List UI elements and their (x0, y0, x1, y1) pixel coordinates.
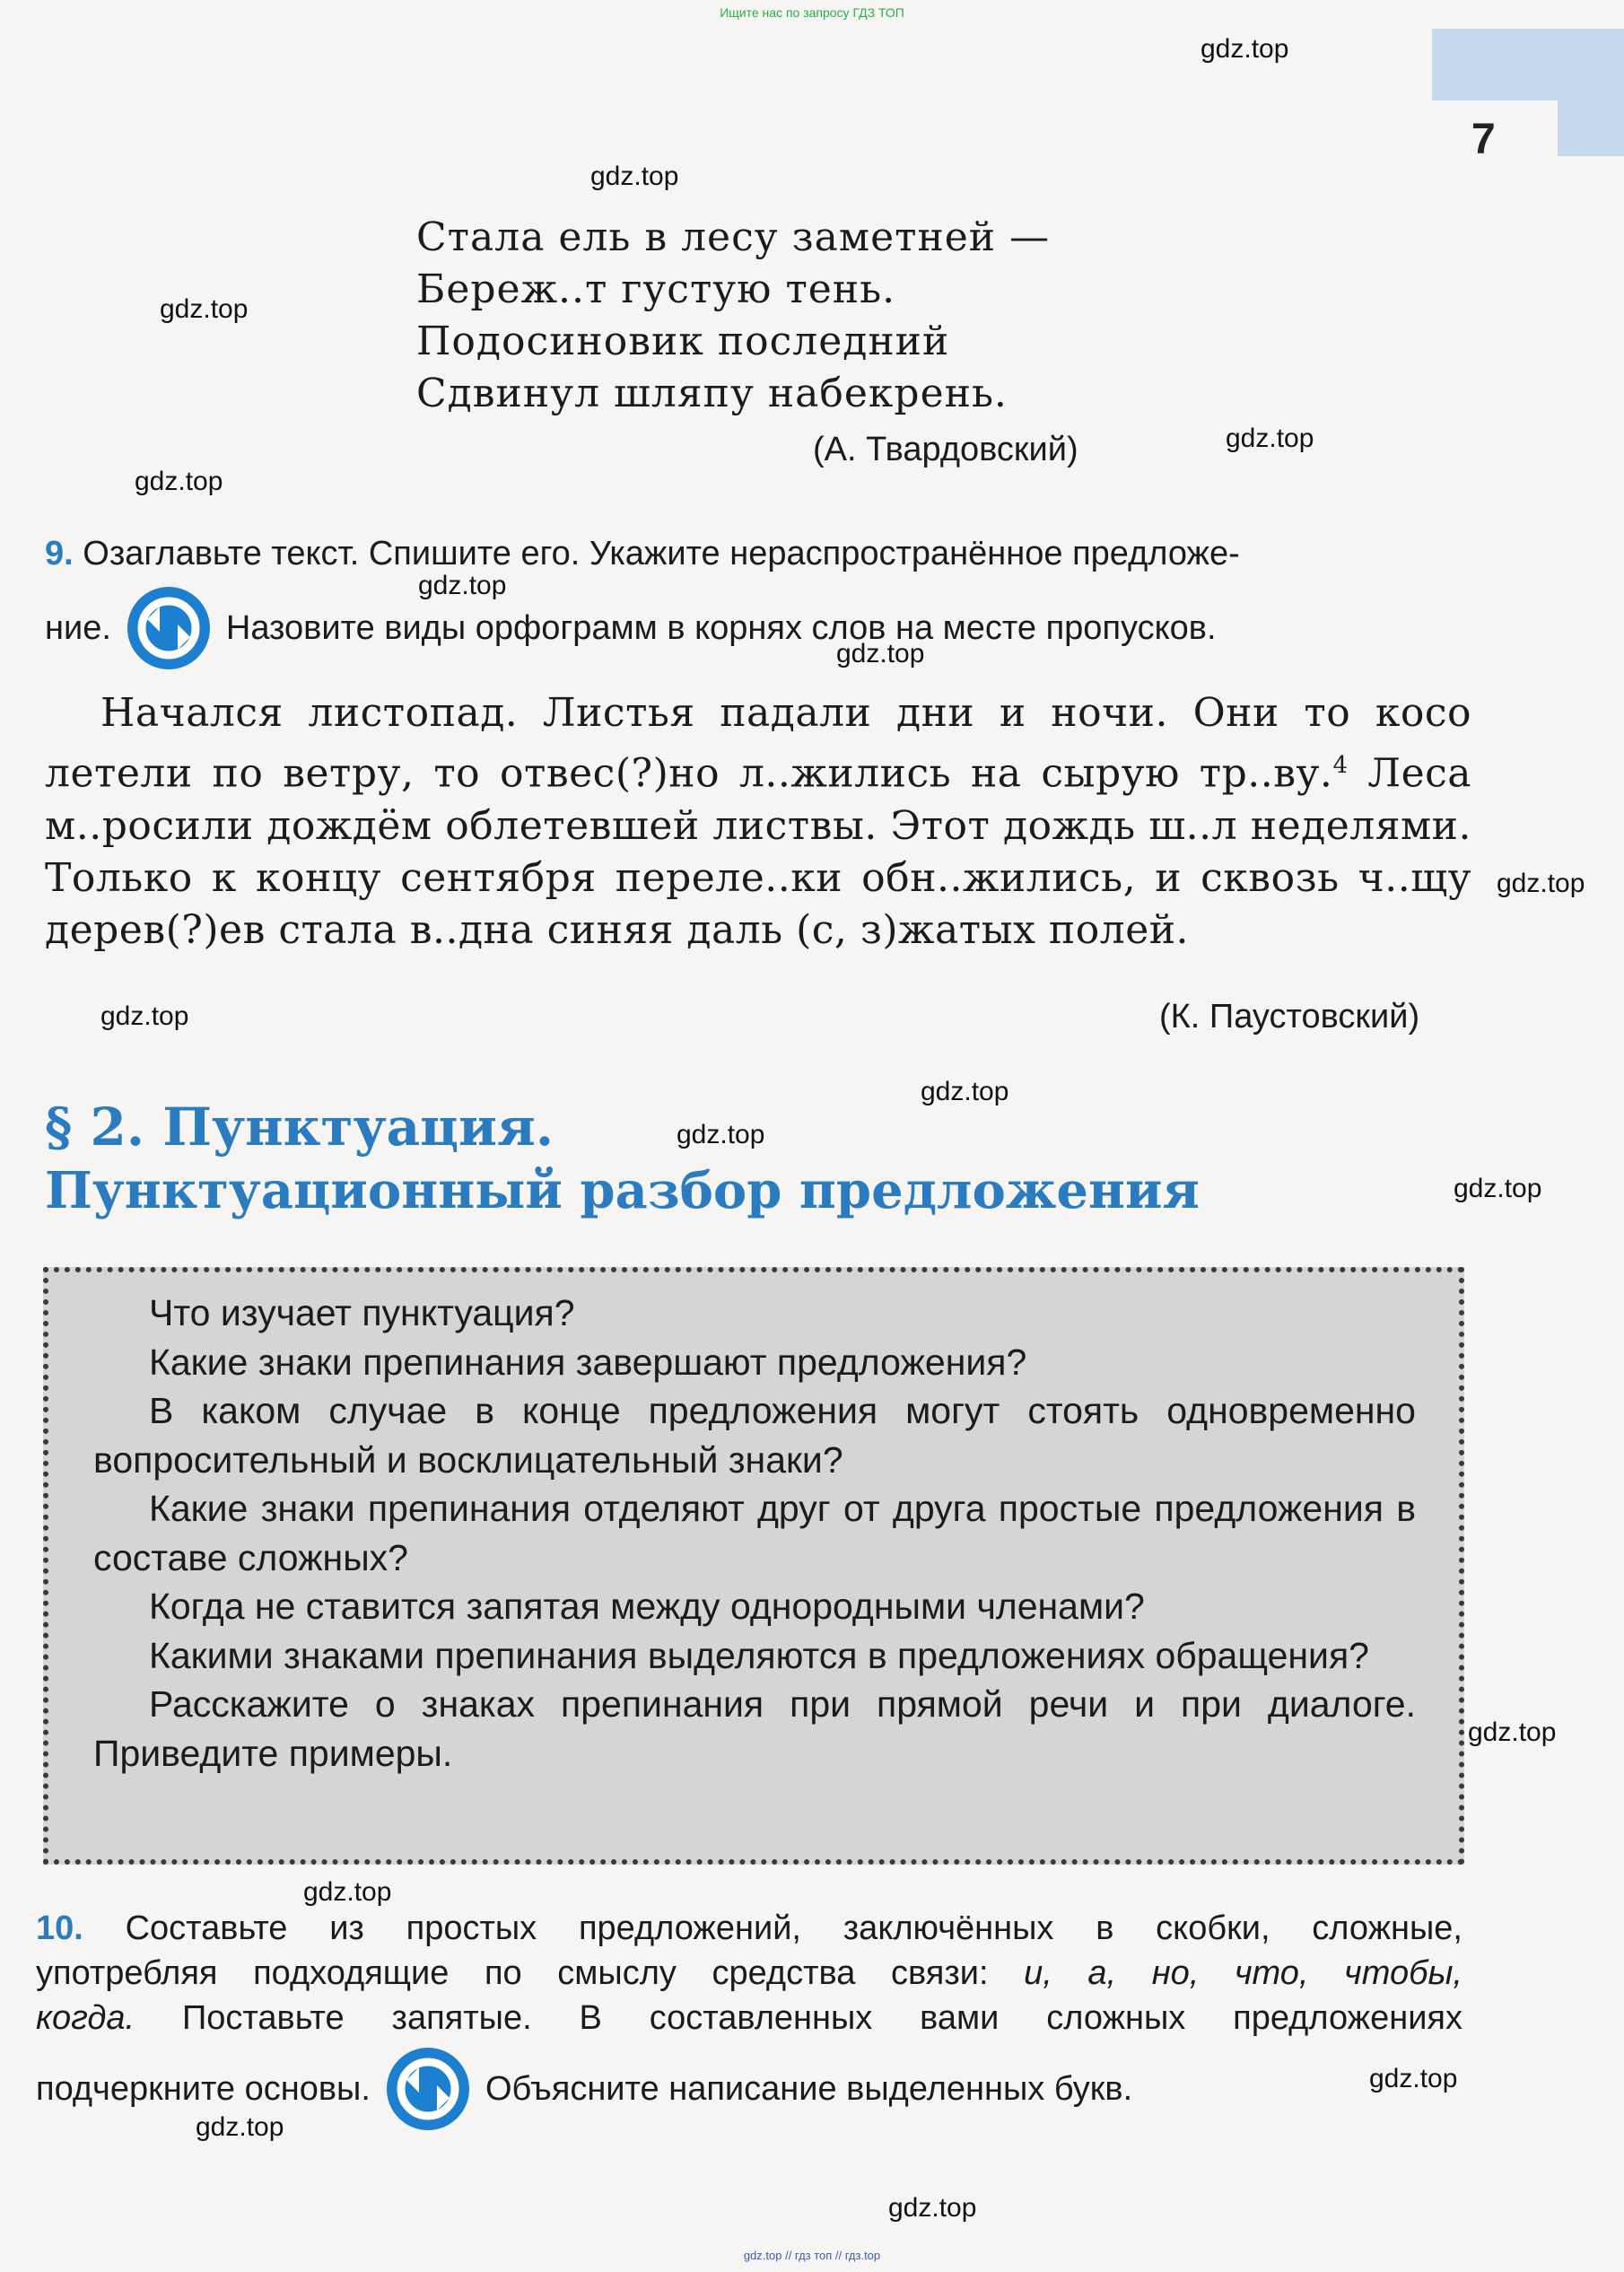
task-9 (45, 520, 1471, 669)
task-text: ние. (45, 609, 111, 647)
page-corner-tab-lower (1558, 100, 1624, 156)
task-text: Поставьте запятые. В составленных вами сложных предложениях (181, 1999, 1462, 2037)
task-text: Объясните написание выделенных букв. (485, 2069, 1133, 2108)
watermark: gdz.top (888, 2193, 977, 2223)
watermark: gdz.top (1226, 424, 1314, 453)
watermark: gdz.top (135, 467, 223, 496)
watermark: gdz.top (921, 1077, 1009, 1106)
prose-author: (К. Паустовский) (1159, 998, 1420, 1036)
poem-line: Подосиновик последний (416, 319, 950, 364)
watermark: gdz.top (303, 1877, 392, 1907)
watermark: gdz.top (590, 162, 679, 191)
task-text: Озаглавьте текст. Спишите его. Укажите нераспространённое предложе- (83, 535, 1240, 572)
footnote-mark: 4 (1332, 752, 1349, 779)
poem-author: (А. Твардовский) (813, 431, 1078, 468)
poem-line: Сдвинул шляпу набекрень. (416, 371, 1008, 416)
task-10-line-2 (36, 1951, 1462, 1996)
section-title: § 2. Пунктуация. (45, 1097, 554, 1158)
poem (416, 212, 1050, 420)
task-10-line-3 (36, 1996, 1462, 2040)
page-corner-tab (1432, 29, 1624, 100)
question: Какие знаки препинания завершают предложения? (149, 1341, 1027, 1383)
poem-line: Стала ель в лесу заметней — (416, 214, 1051, 260)
task-9-line-1 (45, 520, 1471, 587)
watermark: gdz.top (1369, 2064, 1458, 2093)
task-text: употребляя подходящие по смыслу средства связи: (36, 1954, 989, 1992)
question: Какие знаки препинания отделяют друг от друга простые предложения в составе сложных? (93, 1488, 1416, 1578)
question: В каком случае в конце предложения могут стоять одновременно вопросительный и восклицательный знаки? (93, 1390, 1416, 1481)
task-9-line-2 (45, 587, 1471, 669)
page-number: 7 (1471, 116, 1496, 163)
watermark: gdz.top (1454, 1174, 1542, 1203)
task-number: 10. (36, 1909, 83, 1947)
question: Что изучает пунктуация? (149, 1292, 575, 1333)
question: Расскажите о знаках препинания при прямой речи и при диалоге. Приведите примеры. (93, 1683, 1416, 1774)
bottom-note: gdz.top // гдз топ // гдз.top (743, 2249, 881, 2262)
watermark: gdz.top (100, 1001, 189, 1031)
paustovsky-text (45, 687, 1471, 957)
task-text: Назовите виды орфограмм в корнях слов на месте пропусков. (225, 609, 1217, 647)
watermark: gdz.top (1497, 869, 1585, 898)
questions-list (93, 1289, 1416, 1778)
task-10 (36, 1906, 1462, 2040)
repeat-badge-icon (387, 2048, 469, 2130)
watermark: gdz.top (677, 1120, 765, 1149)
task-10-line-4 (36, 2048, 1132, 2130)
task-10-line-1 (36, 1906, 1462, 1951)
poem-line: Береж..т густую тень. (416, 267, 896, 312)
question: Какими знаками препинания выделяются в предложениях обращения? (149, 1634, 1369, 1676)
task-connectives: и, а, но, что, чтобы, (1024, 1954, 1462, 1992)
task-connectives: когда. (36, 1999, 135, 2037)
watermark: gdz.top (160, 294, 249, 324)
task-number: 9. (45, 535, 74, 572)
watermark: gdz.top (196, 2112, 284, 2142)
prose-text: Леса м..росили дождём облетевшей листвы. Этот дождь ш..л неделями. Только к концу сентября переле..ки обн..жились, и сквозь ч..щу дерев(?)ев стала в..дна синяя даль (с, з)жатых полей. (45, 750, 1472, 953)
watermark: gdz.top (418, 571, 507, 600)
task-text: Составьте из простых предложений, заключённых в скобки, сложные, (125, 1909, 1462, 1947)
question: Когда не ставится запятая между однородными членами? (149, 1586, 1145, 1627)
top-note: Ищите нас по запросу ГДЗ ТОП (720, 5, 904, 20)
watermark: gdz.top (1201, 34, 1289, 64)
prose-text: Начался листопад. Листья падали дни и ночи. Они то косо летели по ветру, то отвес(?)но л..жились на сырую тр..ву. (45, 690, 1471, 797)
watermark: gdz.top (1468, 1717, 1557, 1747)
repeat-badge-icon (127, 587, 210, 669)
section-subtitle: Пунктуационный разбор предложения (45, 1161, 1200, 1220)
watermark: gdz.top (836, 639, 925, 668)
task-text: подчеркните основы. (36, 2069, 371, 2108)
